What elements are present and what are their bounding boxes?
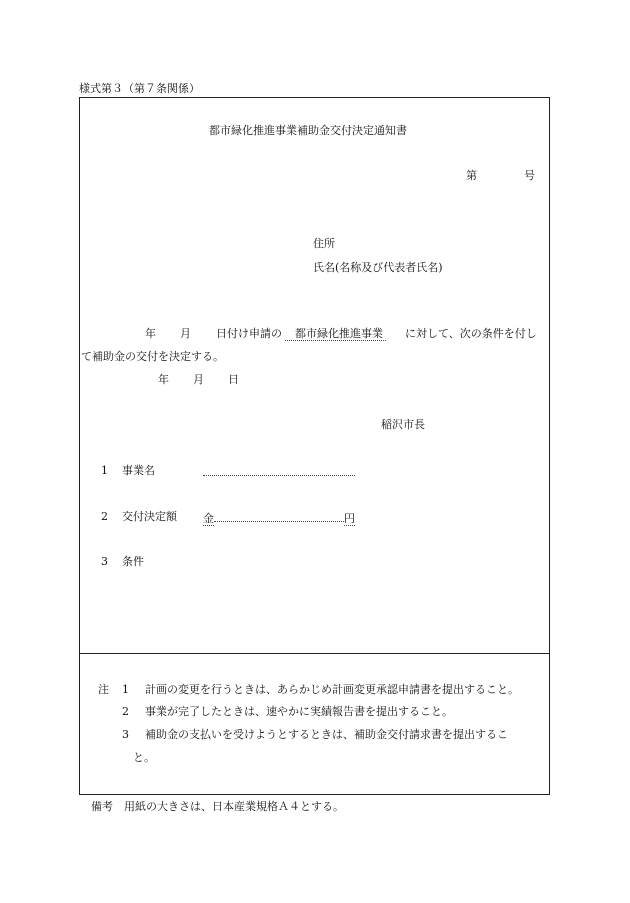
body-project-name (285, 327, 386, 341)
form-number-label: 様式第３（第７条関係） (79, 82, 200, 95)
note-3-number: 3 (122, 728, 129, 741)
notes-divider (79, 653, 550, 654)
note-3-text: 補助金の支払いを受けようとするときは、補助金交付請求書を提出するこ (145, 728, 508, 741)
amount-prefix: 金 (203, 512, 214, 525)
decision-day-label: 日 (228, 373, 239, 386)
note-2-text: 事業が完了したときは、速やかに実績報告書を提出すること。 (145, 705, 453, 718)
note-3-continuation: と。 (133, 751, 155, 764)
recipient-name-label: 氏名(名称及び代表者氏名) (313, 261, 443, 274)
item-1-number: 1 (101, 464, 108, 477)
recipient-address-label: 住所 (313, 237, 335, 250)
body-line2: て補助金の交付を決定する。 (81, 350, 224, 363)
number-suffix: 号 (524, 169, 535, 182)
item-3-label: 条件 (122, 555, 144, 568)
item-1-label: 事業名 (122, 464, 155, 477)
project-name-blank (203, 464, 355, 476)
item-2-number: 2 (101, 510, 108, 523)
item-2-amount (203, 510, 355, 526)
body-line1-tail: に対して、次の条件を付し (405, 327, 537, 340)
note-1-number: 1 (122, 683, 129, 696)
body-day-applied: 日付け申請の (216, 327, 282, 340)
decision-month-label: 月 (193, 373, 204, 386)
project-name-text: 都市緑化推進事業 (285, 327, 386, 341)
item-2-label: 交付決定額 (122, 510, 177, 523)
issuer-name: 稲沢市長 (381, 418, 425, 431)
remarks-label: 備考 (91, 800, 113, 813)
amount-blank (214, 510, 344, 522)
decision-year-label: 年 (158, 373, 169, 386)
body-month-label: 月 (180, 327, 191, 340)
note-1-text: 計画の変更を行うときは、あらかじめ計画変更承認申請書を提出すること。 (145, 683, 519, 696)
number-prefix: 第 (466, 169, 477, 182)
item-1-blank (203, 464, 355, 479)
remarks-text: 用紙の大きさは、日本産業規格Ａ４とする。 (124, 800, 344, 813)
notes-heading: 注 (98, 683, 109, 696)
document-title: 都市緑化推進事業補助金交付決定通知書 (209, 124, 407, 137)
amount-suffix: 円 (344, 512, 355, 525)
note-2-number: 2 (122, 705, 129, 718)
item-3-number: 3 (101, 555, 108, 568)
body-year-label: 年 (145, 327, 156, 340)
